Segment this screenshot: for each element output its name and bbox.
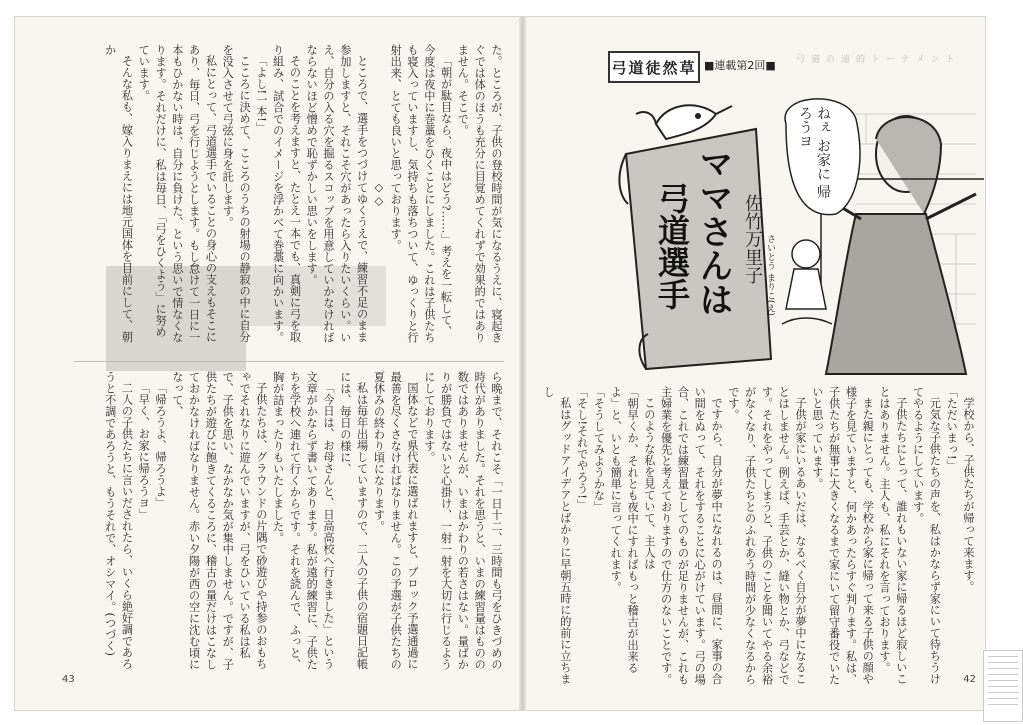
paragraph: 「今日は、お母さんと、日高高校へ行きました」という文章がかならず書いてあります。私が遠的練習に、子供たちを学校へ連れて行くからです。それを読んで、ふっと、胸が詰まったりもいたしました。 — [271, 371, 336, 670]
author-reading: さいとう まりこ(え) — [765, 234, 775, 316]
paragraph: 子供たちは、グラウンドの片隅で砂遊びや持参のおもちゃでそれなりに遊んでいますが、弓をひいている私は私で、子供を思い、なかなか気が集中しません。ですが、子供たちが遊びに飽きてくるころに、稽古の量だけはこなしておかなければなりません。赤い夕陽が西の空に沈む頃になって、 — [170, 371, 268, 670]
paragraph: 二人の子供たちに言いだされたら、いくら絶好調であろうと不調であろうと、もうそれで、オシマイ。(つづく) — [103, 371, 134, 670]
scan-thumbnail — [983, 650, 1023, 722]
paragraph: 私はグッドアイデアとばかりに早朝五時に的前に立ちまし — [542, 386, 572, 685]
paragraph: 「よし!一本!」 — [254, 55, 268, 134]
paragraph: 私にとって、弓道選手でいることの身心の支えもそこにあり、毎日、弓を行じようとします。もし怠けて一日に一本もひかない時は、自分に負けた、という思いで情なくなります。それだけに、私は毎日、「弓をひくよう」に努めています。 — [137, 44, 218, 343]
paragraph: ら晩まで、それこそ「一日十二、三時間も弓をひきづめの時代がありました。それを思うと、いまの練習量はものの数ではありませんが、いまはかわりの若さはない。量ばかりが勝負ではないと心掛け、一射一射を大切に行じるようにしております。 — [422, 371, 503, 670]
paragraph: 「そし!それでやろう!」 — [575, 386, 589, 511]
page-number: 43 — [62, 674, 75, 685]
left-page — [14, 16, 519, 711]
page-number: 42 — [963, 674, 976, 685]
left-lower-text — [74, 371, 504, 671]
paragraph: 私は毎年出場していますので、二人の子供の宿題日記帳には、毎日の様に、 — [338, 371, 369, 670]
article-title-line2: 弓道選手 — [653, 182, 691, 310]
paragraph: た。ところが、子供の登校時間が気になるうえに、寝起きぐでは体のほうも充分に目覚めてくれずで効果的ではありません。そこで。 — [456, 44, 503, 343]
paragraph: 国体などで県代表に選ばれますと、ブロック予選通過に最善を尽くさなければなりません。この予選が子供たちの夏休みの終わり頃になります。 — [372, 371, 420, 670]
paragraph: 「早く、お家に帰ろうヨ」 — [137, 382, 151, 521]
series-subtitle: ■連載第2回■ — [704, 59, 776, 72]
right-page — [526, 16, 986, 711]
paragraph: このような私を見ていて、主人は — [642, 397, 656, 570]
article-title-line1: ママさんは — [693, 146, 733, 316]
author-name: 佐竹万里子 — [742, 194, 763, 284]
paragraph: 「ただいまっ!」 — [945, 386, 959, 472]
paragraph: 子供が家にいるあいだは、なるべく自分が夢中になることはしません。例えば、手芸とか、縫い物とか、弓などです。それをやってしまうと、子供のことを聞いてやる余裕がなくなり、子供たちとのふれあう時間が少なくなるからです。 — [726, 386, 808, 685]
paragraph: 学校から、子供たちが帰って来ます。 — [962, 397, 975, 593]
faint-header: 弓道の遠的トーナメント — [796, 55, 961, 65]
paragraph: 「朝早くか、それとも夜中にすればもっと稽古が出来るよ」と、いとも簡単に言ってくれます。 — [609, 386, 640, 674]
paragraph: こころに決めて、こころのうちの射場の静寂の中に自分を没入させて弓弦に身を託します。 — [221, 44, 252, 343]
speech-bubble-text: ねぇ お家に 帰ろうヨ — [797, 106, 831, 199]
paragraph: 「朝が駄目なら、夜中はどう?……」考えを一転して、今度は夜中に巻藁をひくことにしました。これは子供たちも寝入っていますし、気持ちも落ちついて、ゆっくりと行射出来、とても良いと思っております。 — [389, 44, 453, 343]
paragraph: 「そうしてみようかな」 — [592, 386, 606, 513]
paragraph: 「帰ろうよ、帰ろうよ」 — [154, 382, 168, 509]
paragraph: ですから、自分が夢中になれるのは、昼間に、家事の合い間をぬって、それをすることに心がけています。弓の場合、これでは練習量としてのものが足りませんが、これも主婦業を優先と考えておりますので仕方のないことです。 — [659, 386, 724, 685]
column-divider — [74, 361, 504, 362]
paragraph: そのことを考えますと、たとえ一本でも、真剣に弓を取り組み、試合でのイメージを浮かべて巻藁に向かいます。 — [271, 44, 302, 343]
section-break: ◇◇ — [372, 180, 386, 208]
paragraph: また親にとっても、学校から家に帰って来る子供の顔や様子を見ていますと、何かあったらすぐ判ります。私は、子供たちが無事に大きくなるまで家にいて留守番役でいたいと思っています。 — [810, 386, 875, 685]
magazine-spread — [14, 16, 986, 711]
paragraph: ところで、選手をつづけてゆくうえで、練習不足のまま参加しますと、それこそ穴があったら入りたいくらい。いえ、自分の入る穴を掘るスコップを用意していかなければならないほど憎めで恥ずかしい思いをします。 — [305, 44, 369, 343]
series-title: 弓道徒然草 — [608, 51, 700, 83]
title-illustration — [606, 84, 984, 384]
left-upper-text — [74, 44, 504, 344]
right-body-text — [542, 386, 976, 686]
paragraph: 元気な子供たちの声を、私はかならず家にいて待ちうけてやるようにしています。 — [911, 386, 942, 685]
paragraph: そんな私も、嫁入りまえには地元国体を目前にして、朝か — [103, 44, 134, 343]
spine-fold — [519, 16, 526, 711]
paragraph: 子供たちにとって、誰れもいない家に帰るほど寂しいことはありません。主人も、私にそれを言っております。 — [878, 386, 908, 685]
